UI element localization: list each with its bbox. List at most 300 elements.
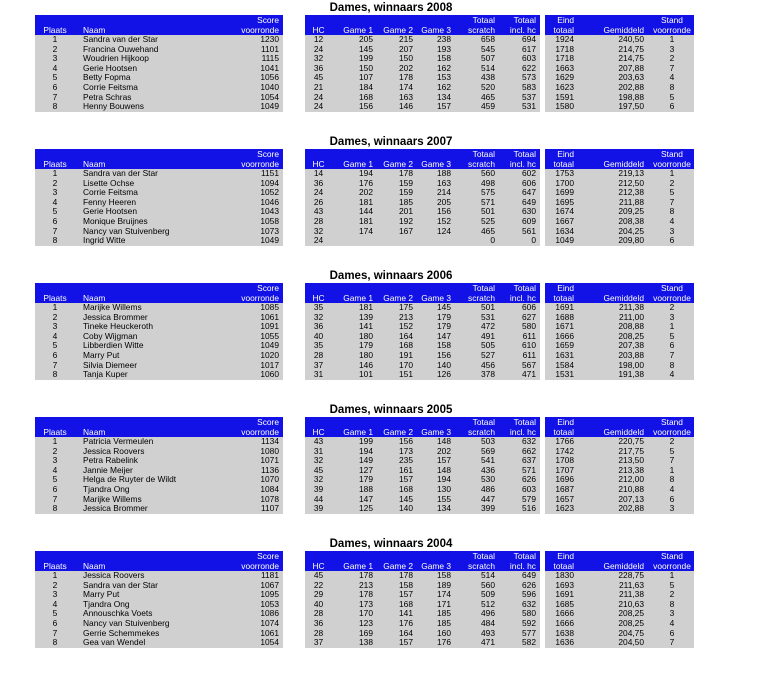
cell-stand-voorronde: 2 [650, 179, 694, 189]
cell-totaal-scratch: 501 [455, 303, 501, 313]
header-eind-totaal: totaal [545, 561, 574, 571]
cell-eind-totaal: 1742 [545, 447, 574, 457]
cell-plaats: 4 [35, 198, 75, 208]
header-game-2: Game 2 [379, 159, 417, 169]
cell-totaal-incl-hc: 571 [501, 466, 540, 476]
cell-stand-voorronde: 5 [650, 188, 694, 198]
header-totaal-incl-hc: Totaal [501, 283, 540, 293]
header-row [35, 149, 694, 159]
cell-game-2: 213 [379, 313, 417, 323]
cell-hc: 32 [305, 227, 332, 237]
cell-naam: Corrie Feitsma [75, 83, 231, 93]
cell-score-voorronde: 1071 [231, 456, 283, 466]
cell-totaal-incl-hc: 602 [501, 169, 540, 179]
cell-totaal-incl-hc: 603 [501, 485, 540, 495]
cell-eind-totaal: 1708 [545, 456, 574, 466]
header-gemiddeld [574, 417, 650, 427]
cell-eind-totaal: 1636 [545, 638, 574, 648]
cell-game-1: 194 [332, 169, 379, 179]
cell-eind-totaal: 1666 [545, 609, 574, 619]
cell-game-2: 150 [379, 54, 417, 64]
cell-naam: Gerrie Schemmekes [75, 629, 231, 639]
header-game-3: Game 3 [417, 159, 455, 169]
cell-game-1: 179 [332, 475, 379, 485]
cell-game-2: 145 [379, 495, 417, 505]
header-gemiddeld [574, 551, 650, 561]
cell-naam: Jessica Roovers [75, 571, 231, 581]
column-separator [283, 93, 305, 103]
cell-totaal-incl-hc: 579 [501, 495, 540, 505]
cell-totaal-scratch: 560 [455, 581, 501, 591]
table-row [35, 590, 694, 600]
table-row [35, 169, 694, 179]
cell-naam: Sandra van der Star [75, 35, 231, 45]
cell-game-2: 157 [379, 638, 417, 648]
cell-totaal-incl-hc: 627 [501, 313, 540, 323]
cell-naam: Patricia Vermeulen [75, 437, 231, 447]
header-eind-totaal: Eind [545, 15, 574, 25]
cell-score-voorronde: 1078 [231, 495, 283, 505]
header-hc: HC [305, 159, 332, 169]
column-separator [283, 466, 305, 476]
column-separator [283, 447, 305, 457]
cell-score-voorronde: 1134 [231, 437, 283, 447]
cell-hc: 37 [305, 361, 332, 371]
cell-totaal-incl-hc: 592 [501, 619, 540, 629]
cell-game-3: 157 [417, 456, 455, 466]
column-separator [283, 561, 305, 571]
cell-game-1: 179 [332, 341, 379, 351]
cell-gemiddeld: 203,88 [574, 351, 650, 361]
cell-game-1: 170 [332, 609, 379, 619]
column-separator [283, 427, 305, 437]
header-plaats [35, 283, 75, 293]
column-separator [283, 600, 305, 610]
cell-stand-voorronde: 3 [650, 609, 694, 619]
table-row [35, 102, 694, 112]
header-totaal-scratch: Totaal [455, 551, 501, 561]
cell-eind-totaal: 1657 [545, 495, 574, 505]
cell-game-2: 156 [379, 437, 417, 447]
cell-game-1: 149 [332, 456, 379, 466]
cell-hc: 43 [305, 207, 332, 217]
cell-game-1: 168 [332, 93, 379, 103]
column-separator [283, 551, 305, 561]
cell-totaal-incl-hc: 622 [501, 64, 540, 74]
cell-game-1: 176 [332, 179, 379, 189]
section-title: Dames, winnaars 2004 [329, 538, 453, 550]
cell-gemiddeld: 214,75 [574, 45, 650, 55]
header-gemiddeld: Gemiddeld [574, 427, 650, 437]
cell-game-3: 156 [417, 207, 455, 217]
cell-game-2: 159 [379, 188, 417, 198]
cell-totaal-incl-hc: 537 [501, 93, 540, 103]
header-game-3 [417, 283, 455, 293]
column-separator [283, 303, 305, 313]
cell-hc: 36 [305, 179, 332, 189]
cell-totaal-scratch: 484 [455, 619, 501, 629]
cell-plaats: 3 [35, 322, 75, 332]
cell-plaats: 7 [35, 495, 75, 505]
header-plaats [35, 417, 75, 427]
table-row [35, 73, 694, 83]
cell-totaal-incl-hc: 577 [501, 629, 540, 639]
cell-naam: Tineke Heuckeroth [75, 322, 231, 332]
column-separator [283, 332, 305, 342]
cell-naam: Marijke Willems [75, 303, 231, 313]
cell-game-3: 194 [417, 475, 455, 485]
cell-gemiddeld: 210,63 [574, 600, 650, 610]
cell-totaal-incl-hc: 580 [501, 609, 540, 619]
cell-hc: 14 [305, 169, 332, 179]
cell-game-3: 157 [417, 102, 455, 112]
cell-score-voorronde: 1049 [231, 236, 283, 246]
cell-game-1: 146 [332, 361, 379, 371]
cell-hc: 44 [305, 495, 332, 505]
cell-plaats: 7 [35, 629, 75, 639]
cell-score-voorronde: 1040 [231, 83, 283, 93]
cell-gemiddeld: 211,63 [574, 581, 650, 591]
cell-hc: 40 [305, 600, 332, 610]
cell-totaal-scratch: 0 [455, 236, 501, 246]
cell-plaats: 5 [35, 73, 75, 83]
cell-totaal-incl-hc: 694 [501, 35, 540, 45]
cell-gemiddeld: 211,38 [574, 590, 650, 600]
cell-hc: 32 [305, 475, 332, 485]
cell-game-2: 178 [379, 169, 417, 179]
cell-game-3: 152 [417, 217, 455, 227]
cell-plaats: 1 [35, 437, 75, 447]
cell-gemiddeld: 228,75 [574, 571, 650, 581]
header-plaats [35, 15, 75, 25]
cell-totaal-scratch: 560 [455, 169, 501, 179]
cell-game-3: 189 [417, 581, 455, 591]
cell-totaal-incl-hc: 561 [501, 227, 540, 237]
cell-game-3: 145 [417, 303, 455, 313]
cell-totaal-incl-hc: 609 [501, 217, 540, 227]
cell-score-voorronde: 1073 [231, 227, 283, 237]
cell-totaal-scratch: 569 [455, 447, 501, 457]
header-naam: Naam [75, 293, 231, 303]
cell-gemiddeld: 208,25 [574, 332, 650, 342]
cell-plaats: 8 [35, 504, 75, 514]
cell-eind-totaal: 1580 [545, 102, 574, 112]
header-plaats: Plaats [35, 159, 75, 169]
header-game-1: Game 1 [332, 561, 379, 571]
table-row [35, 571, 694, 581]
cell-score-voorronde: 1115 [231, 54, 283, 64]
cell-game-2: 168 [379, 600, 417, 610]
cell-game-3: 163 [417, 179, 455, 189]
cell-game-1: 180 [332, 351, 379, 361]
table-row [35, 188, 694, 198]
cell-naam: Monique Bruijnes [75, 217, 231, 227]
header-totaal-scratch: scratch [455, 427, 501, 437]
cell-game-1: 202 [332, 188, 379, 198]
cell-eind-totaal: 1591 [545, 93, 574, 103]
cell-gemiddeld: 208,38 [574, 217, 650, 227]
cell-hc: 28 [305, 217, 332, 227]
cell-naam: Corrie Feitsma [75, 188, 231, 198]
cell-game-1: 138 [332, 638, 379, 648]
header-hc [305, 149, 332, 159]
column-separator [283, 179, 305, 189]
cell-totaal-scratch: 486 [455, 485, 501, 495]
cell-game-2: 235 [379, 456, 417, 466]
cell-plaats: 3 [35, 188, 75, 198]
cell-hc: 26 [305, 198, 332, 208]
cell-stand-voorronde: 1 [650, 169, 694, 179]
cell-hc: 39 [305, 485, 332, 495]
column-separator [283, 35, 305, 45]
cell-hc: 24 [305, 45, 332, 55]
header-row [35, 159, 694, 169]
header-game-1: Game 1 [332, 25, 379, 35]
cell-stand-voorronde: 7 [650, 638, 694, 648]
cell-totaal-scratch: 496 [455, 609, 501, 619]
cell-totaal-scratch: 571 [455, 198, 501, 208]
table-row [35, 207, 694, 217]
column-separator [283, 475, 305, 485]
header-totaal-scratch: Totaal [455, 283, 501, 293]
cell-naam: Petra Schras [75, 93, 231, 103]
results-table [35, 283, 694, 380]
cell-game-2: 151 [379, 370, 417, 380]
cell-hc: 45 [305, 73, 332, 83]
cell-game-1: 156 [332, 102, 379, 112]
cell-eind-totaal: 1663 [545, 64, 574, 74]
cell-eind-totaal: 1631 [545, 351, 574, 361]
cell-stand-voorronde: 8 [650, 475, 694, 485]
cell-gemiddeld: 209,25 [574, 207, 650, 217]
cell-plaats: 3 [35, 590, 75, 600]
cell-game-2: 178 [379, 571, 417, 581]
cell-totaal-incl-hc: 617 [501, 45, 540, 55]
cell-game-3: 130 [417, 485, 455, 495]
column-separator [283, 456, 305, 466]
header-game-1: Game 1 [332, 159, 379, 169]
cell-totaal-scratch: 491 [455, 332, 501, 342]
cell-totaal-incl-hc: 583 [501, 83, 540, 93]
cell-totaal-scratch: 465 [455, 93, 501, 103]
cell-stand-voorronde: 6 [650, 102, 694, 112]
cell-plaats: 2 [35, 313, 75, 323]
header-naam: Naam [75, 561, 231, 571]
column-separator [283, 83, 305, 93]
cell-game-1: 173 [332, 600, 379, 610]
cell-game-2: 159 [379, 179, 417, 189]
cell-gemiddeld: 208,25 [574, 609, 650, 619]
cell-game-1: 127 [332, 466, 379, 476]
header-hc [305, 417, 332, 427]
cell-naam: Jessica Brommer [75, 313, 231, 323]
table-row [35, 629, 694, 639]
cell-totaal-incl-hc: 582 [501, 638, 540, 648]
cell-totaal-incl-hc: 516 [501, 504, 540, 514]
cell-totaal-scratch: 545 [455, 45, 501, 55]
cell-totaal-incl-hc: 0 [501, 236, 540, 246]
cell-game-3 [417, 236, 455, 246]
column-separator [283, 361, 305, 371]
header-eind-totaal: totaal [545, 25, 574, 35]
cell-hc: 24 [305, 93, 332, 103]
cell-eind-totaal: 1666 [545, 332, 574, 342]
cell-score-voorronde: 1086 [231, 609, 283, 619]
cell-hc: 36 [305, 619, 332, 629]
cell-eind-totaal: 1699 [545, 188, 574, 198]
cell-naam: Lisette Ochse [75, 179, 231, 189]
cell-hc: 36 [305, 64, 332, 74]
cell-game-2: 192 [379, 217, 417, 227]
cell-totaal-scratch: 512 [455, 600, 501, 610]
cell-game-3: 162 [417, 64, 455, 74]
cell-naam: Marry Put [75, 351, 231, 361]
cell-game-3: 147 [417, 332, 455, 342]
header-game-1: Game 1 [332, 293, 379, 303]
header-stand-voorronde: voorronde [650, 427, 694, 437]
cell-hc: 32 [305, 313, 332, 323]
cell-game-3: 205 [417, 198, 455, 208]
cell-game-3: 134 [417, 93, 455, 103]
cell-totaal-incl-hc: 573 [501, 73, 540, 83]
cell-score-voorronde: 1055 [231, 332, 283, 342]
column-separator [283, 188, 305, 198]
cell-naam: Francina Ouwehand [75, 45, 231, 55]
header-naam: Naam [75, 25, 231, 35]
cell-hc: 28 [305, 351, 332, 361]
column-separator [283, 629, 305, 639]
cell-totaal-incl-hc: 580 [501, 322, 540, 332]
cell-game-3: 148 [417, 437, 455, 447]
cell-totaal-scratch: 505 [455, 341, 501, 351]
cell-totaal-incl-hc: 662 [501, 447, 540, 457]
cell-hc: 28 [305, 609, 332, 619]
cell-plaats: 7 [35, 361, 75, 371]
cell-game-3: 202 [417, 447, 455, 457]
header-gemiddeld [574, 149, 650, 159]
cell-stand-voorronde: 5 [650, 581, 694, 591]
cell-game-1: 181 [332, 217, 379, 227]
cell-totaal-scratch: 456 [455, 361, 501, 371]
cell-gemiddeld: 212,00 [574, 475, 650, 485]
cell-totaal-scratch: 459 [455, 102, 501, 112]
header-row [35, 283, 694, 293]
column-separator [283, 236, 305, 246]
column-separator [283, 54, 305, 64]
cell-gemiddeld: 217,75 [574, 447, 650, 457]
header-score-voorronde: Score [231, 283, 283, 293]
cell-totaal-incl-hc: 606 [501, 179, 540, 189]
header-hc [305, 15, 332, 25]
column-separator [283, 437, 305, 447]
cell-eind-totaal: 1753 [545, 169, 574, 179]
cell-plaats: 8 [35, 102, 75, 112]
cell-totaal-incl-hc: 611 [501, 332, 540, 342]
cell-eind-totaal: 1718 [545, 54, 574, 64]
cell-game-3: 162 [417, 83, 455, 93]
cell-naam: Tjandra Ong [75, 600, 231, 610]
section-title: Dames, winnaars 2008 [329, 2, 453, 14]
cell-game-3: 160 [417, 629, 455, 639]
table-row [35, 313, 694, 323]
results-table [35, 15, 694, 112]
header-game-2: Game 2 [379, 561, 417, 571]
cell-plaats: 8 [35, 236, 75, 246]
cell-hc: 39 [305, 504, 332, 514]
cell-score-voorronde: 1041 [231, 64, 283, 74]
column-separator [283, 149, 305, 159]
cell-totaal-scratch: 498 [455, 179, 501, 189]
cell-score-voorronde: 1091 [231, 322, 283, 332]
table-row [35, 609, 694, 619]
cell-eind-totaal: 1691 [545, 303, 574, 313]
cell-totaal-scratch: 509 [455, 590, 501, 600]
cell-stand-voorronde: 6 [650, 629, 694, 639]
column-separator [283, 73, 305, 83]
cell-score-voorronde: 1070 [231, 475, 283, 485]
header-row [35, 25, 694, 35]
cell-game-2: 174 [379, 83, 417, 93]
cell-score-voorronde: 1107 [231, 504, 283, 514]
table-row [35, 83, 694, 93]
cell-game-1: 174 [332, 227, 379, 237]
column-separator [283, 198, 305, 208]
header-naam [75, 149, 231, 159]
column-separator [283, 609, 305, 619]
header-plaats: Plaats [35, 561, 75, 571]
cell-stand-voorronde: 1 [650, 571, 694, 581]
cell-naam: Ingrid Witte [75, 236, 231, 246]
header-hc [305, 551, 332, 561]
cell-totaal-scratch: 503 [455, 437, 501, 447]
header-hc: HC [305, 293, 332, 303]
cell-plaats: 3 [35, 456, 75, 466]
cell-naam: Henny Bouwens [75, 102, 231, 112]
header-game-1 [332, 551, 379, 561]
cell-naam: Woudrien Hijkoop [75, 54, 231, 64]
header-naam [75, 417, 231, 427]
cell-game-2: 157 [379, 475, 417, 485]
cell-stand-voorronde: 2 [650, 437, 694, 447]
column-separator [283, 102, 305, 112]
cell-gemiddeld: 219,13 [574, 169, 650, 179]
cell-hc: 35 [305, 303, 332, 313]
cell-totaal-scratch: 399 [455, 504, 501, 514]
cell-hc: 31 [305, 370, 332, 380]
header-game-2 [379, 15, 417, 25]
cell-score-voorronde: 1095 [231, 590, 283, 600]
table-row [35, 504, 694, 514]
table-row [35, 332, 694, 342]
cell-stand-voorronde: 2 [650, 590, 694, 600]
cell-game-2: 175 [379, 303, 417, 313]
cell-score-voorronde: 1136 [231, 466, 283, 476]
header-game-2 [379, 283, 417, 293]
cell-game-2: 164 [379, 629, 417, 639]
cell-hc: 24 [305, 236, 332, 246]
column-separator [283, 64, 305, 74]
header-plaats: Plaats [35, 25, 75, 35]
cell-plaats: 5 [35, 341, 75, 351]
cell-game-3: 185 [417, 619, 455, 629]
header-game-3 [417, 149, 455, 159]
cell-eind-totaal: 1693 [545, 581, 574, 591]
cell-game-2: 178 [379, 73, 417, 83]
column-separator [283, 217, 305, 227]
cell-totaal-scratch: 501 [455, 207, 501, 217]
cell-naam: Gerie Hootsen [75, 207, 231, 217]
cell-eind-totaal: 1623 [545, 504, 574, 514]
